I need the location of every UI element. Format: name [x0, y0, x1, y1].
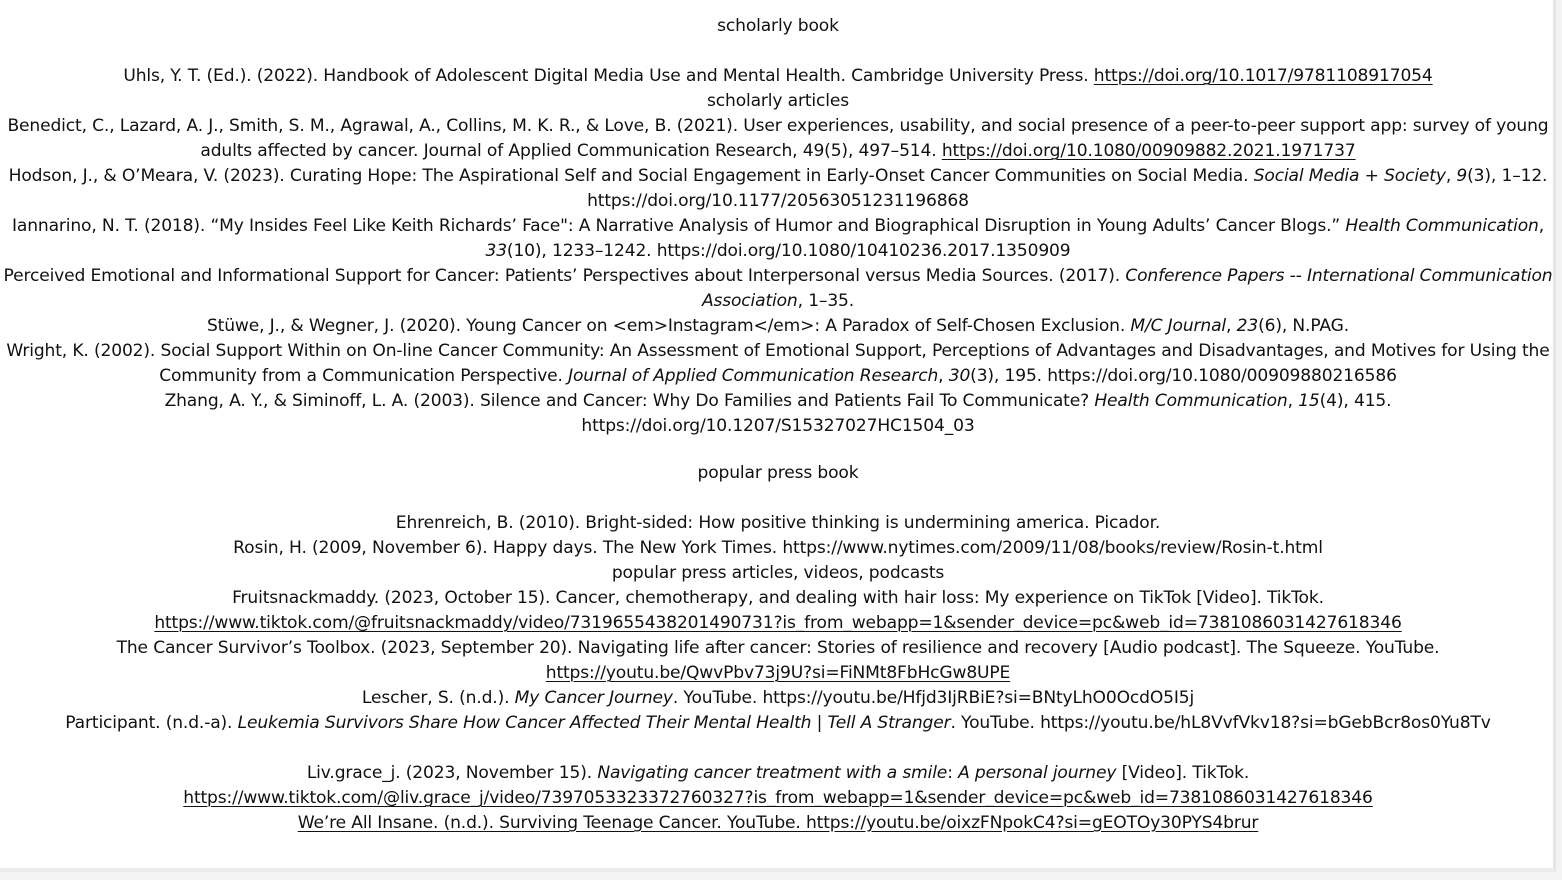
- spacer: [0, 736, 1556, 761]
- reference-text: Liv.grace_j. (2023, November 15).: [306, 763, 598, 783]
- reference-liv-grace-link-line: [0, 786, 1556, 811]
- reference-text: Participant. (n.d.-a).: [65, 713, 238, 733]
- reference-ehrenreich: Ehrenreich, B. (2010). Bright-sided: How positive thinking is undermining america. Picador.: [395, 513, 1161, 533]
- video-title: My Cancer Journey: [514, 688, 673, 708]
- reference-details: (6), N.PAG.: [1258, 316, 1350, 336]
- reference-iannarino: [0, 214, 1556, 264]
- reference-uhls: [0, 64, 1556, 89]
- doi-link[interactable]: https://doi.org/10.1080/00909882.2021.1971737: [941, 141, 1356, 161]
- youtube-link[interactable]: https://youtu.be/QwvPbv73j9U?si=FiNMt8FbHcGw8UPE: [545, 663, 1011, 683]
- reference-fruitsnackmaddy: Fruitsnackmaddy. (2023, October 15). Cancer, chemotherapy, and dealing with hair loss: My experience on TikTok [Video]. TikTok.: [232, 588, 1324, 608]
- reference-stuwe: [0, 314, 1556, 339]
- reference-benedict: [0, 114, 1556, 164]
- reference-details: [Video]. TikTok.: [1116, 763, 1250, 783]
- reference-text: Iannarino, N. T. (2018). “My Insides Feel Like Keith Richards’ Face": A Narrative Analysis of Humor and Biographical Disruption in Young Adults’ Cancer Blogs.”: [11, 216, 1346, 236]
- volume-number: 33: [485, 241, 507, 261]
- tiktok-link[interactable]: https://www.tiktok.com/@liv.grace_j/video/7397053323372760327?is_from_webapp=1&sender_device=pc&web_id=7381086031427618346: [183, 788, 1373, 808]
- heading-popular-press-book: popular press book: [697, 463, 859, 483]
- journal-title: Journal of Applied Communication Research: [568, 366, 939, 386]
- reference-cancer-survivors-toolbox: The Cancer Survivor’s Toolbox. (2023, September 20). Navigating life after cancer: Stories of resilience and recovery [Audio podcast]. The Squeeze. YouTube.: [116, 638, 1440, 658]
- reference-details: . YouTube. https://youtu.be/hL8VvfVkv18?si=bGebBcr8os0Yu8Tv: [950, 713, 1491, 733]
- reference-perceived: [0, 264, 1556, 314]
- reference-were-all-insane[interactable]: We’re All Insane. (n.d.). Surviving Teenage Cancer. YouTube. https://youtu.be/oixzFNpokC4?si=gEOTOy30PYS4brur: [297, 813, 1259, 833]
- spacer: [0, 486, 1556, 511]
- reference-details: (10), 1233–1242. https://doi.org/10.1080/10410236.2017.1350909: [506, 241, 1071, 261]
- volume-number: 9: [1456, 166, 1468, 186]
- video-title: Leukemia Survivors Share How Cancer Affected Their Mental Health | Tell A Stranger: [237, 713, 951, 733]
- reference-fruitsnackmaddy-link-line: [0, 611, 1556, 636]
- reference-text: Hodson, J., & O’Meara, V. (2023). Curating Hope: The Aspirational Self and Social Engagement in Early-Onset Cancer Communities on Social Media.: [8, 166, 1254, 186]
- journal-title: M/C Journal: [1130, 316, 1227, 336]
- separator: :: [947, 763, 959, 783]
- reference-lescher: [0, 686, 1556, 711]
- separator: ,: [1538, 216, 1544, 236]
- reference-details: (4), 415. https://doi.org/10.1207/S15327027HC1504_03: [581, 391, 1392, 436]
- separator: ,: [1226, 316, 1237, 336]
- reference-text: Benedict, C., Lazard, A. J., Smith, S. M., Agrawal, A., Collins, M. K. R., & Love, B. (2021). User experiences, usability, and social presence of a peer-to-peer support app: survey of young adults affected by cancer. Journal of Applied Communication Research, 49(5), 497–514.: [7, 116, 1549, 161]
- tiktok-link[interactable]: https://www.tiktok.com/@fruitsnackmaddy/video/7319655438201490731?is_from_webapp=1&sender_device=pc&web_id=7381086031427618346: [154, 613, 1402, 633]
- reference-text: Wright, K. (2002). Social Support Within on On-line Cancer Community: An Assessment of Emotional Support, Perceptions of Advantages and Disadvantages, and Motives for Using the Community from a Communication Perspective.: [6, 341, 1550, 386]
- journal-title: Health Communication: [1094, 391, 1288, 411]
- doi-link[interactable]: https://doi.org/10.1017/9781108917054: [1093, 66, 1433, 86]
- reference-text: Stüwe, J., & Wegner, J. (2020). Young Cancer on <em>Instagram</em>: A Paradox of Self-Chosen Exclusion.: [206, 316, 1131, 336]
- reference-text: Zhang, A. Y., & Siminoff, L. A. (2003). Silence and Cancer: Why Do Families and Patients Fail To Communicate?: [164, 391, 1095, 411]
- reference-liv-grace: [0, 761, 1556, 786]
- reference-text: Uhls, Y. T. (Ed.). (2022). Handbook of Adolescent Digital Media Use and Mental Health. Cambridge University Press.: [123, 66, 1094, 86]
- reference-details: (3), 195. https://doi.org/10.1080/00909880216586: [970, 366, 1397, 386]
- journal-title: Conference Papers -- International Communication Association: [701, 266, 1553, 311]
- volume-number: 15: [1298, 391, 1320, 411]
- reference-hodson: [0, 164, 1556, 214]
- reference-participant: [0, 711, 1556, 736]
- reference-text: Lescher, S. (n.d.).: [361, 688, 515, 708]
- volume-number: 30: [948, 366, 971, 386]
- reference-text: Perceived Emotional and Informational Support for Cancer: Patients’ Perspectives about Interpersonal versus Media Sources. (2017).: [3, 266, 1126, 286]
- separator: ,: [1445, 166, 1457, 186]
- volume-number: 23: [1236, 316, 1259, 336]
- spacer: [0, 39, 1556, 64]
- journal-title: Social Media + Society: [1253, 166, 1446, 186]
- reference-rosin: Rosin, H. (2009, November 6). Happy days. The New York Times. https://www.nytimes.com/2009/11/08/books/review/Rosin-t.html: [233, 538, 1323, 558]
- reference-details: . YouTube. https://youtu.be/Hfjd3IjRBiE?si=BNtyLhO0OcdO5I5j: [672, 688, 1195, 708]
- reference-details: (3), 1–12. https://doi.org/10.1177/20563051231196868: [587, 166, 1548, 211]
- video-subtitle: A personal journey: [958, 763, 1117, 783]
- reference-zhang: [0, 389, 1556, 439]
- video-title: Navigating cancer treatment with a smile: [597, 763, 948, 783]
- reference-toolbox-link-line: [0, 661, 1556, 686]
- journal-title: Health Communication: [1345, 216, 1539, 236]
- reference-list: [0, 14, 1556, 836]
- reference-wright: [0, 339, 1556, 389]
- heading-scholarly-book: scholarly book: [717, 16, 839, 36]
- heading-popular-press-articles: popular press articles, videos, podcasts: [611, 563, 945, 583]
- reference-details: , 1–35.: [797, 291, 855, 311]
- heading-scholarly-articles: scholarly articles: [707, 91, 849, 111]
- separator: ,: [938, 366, 949, 386]
- spacer: [0, 439, 1556, 461]
- separator: ,: [1287, 391, 1299, 411]
